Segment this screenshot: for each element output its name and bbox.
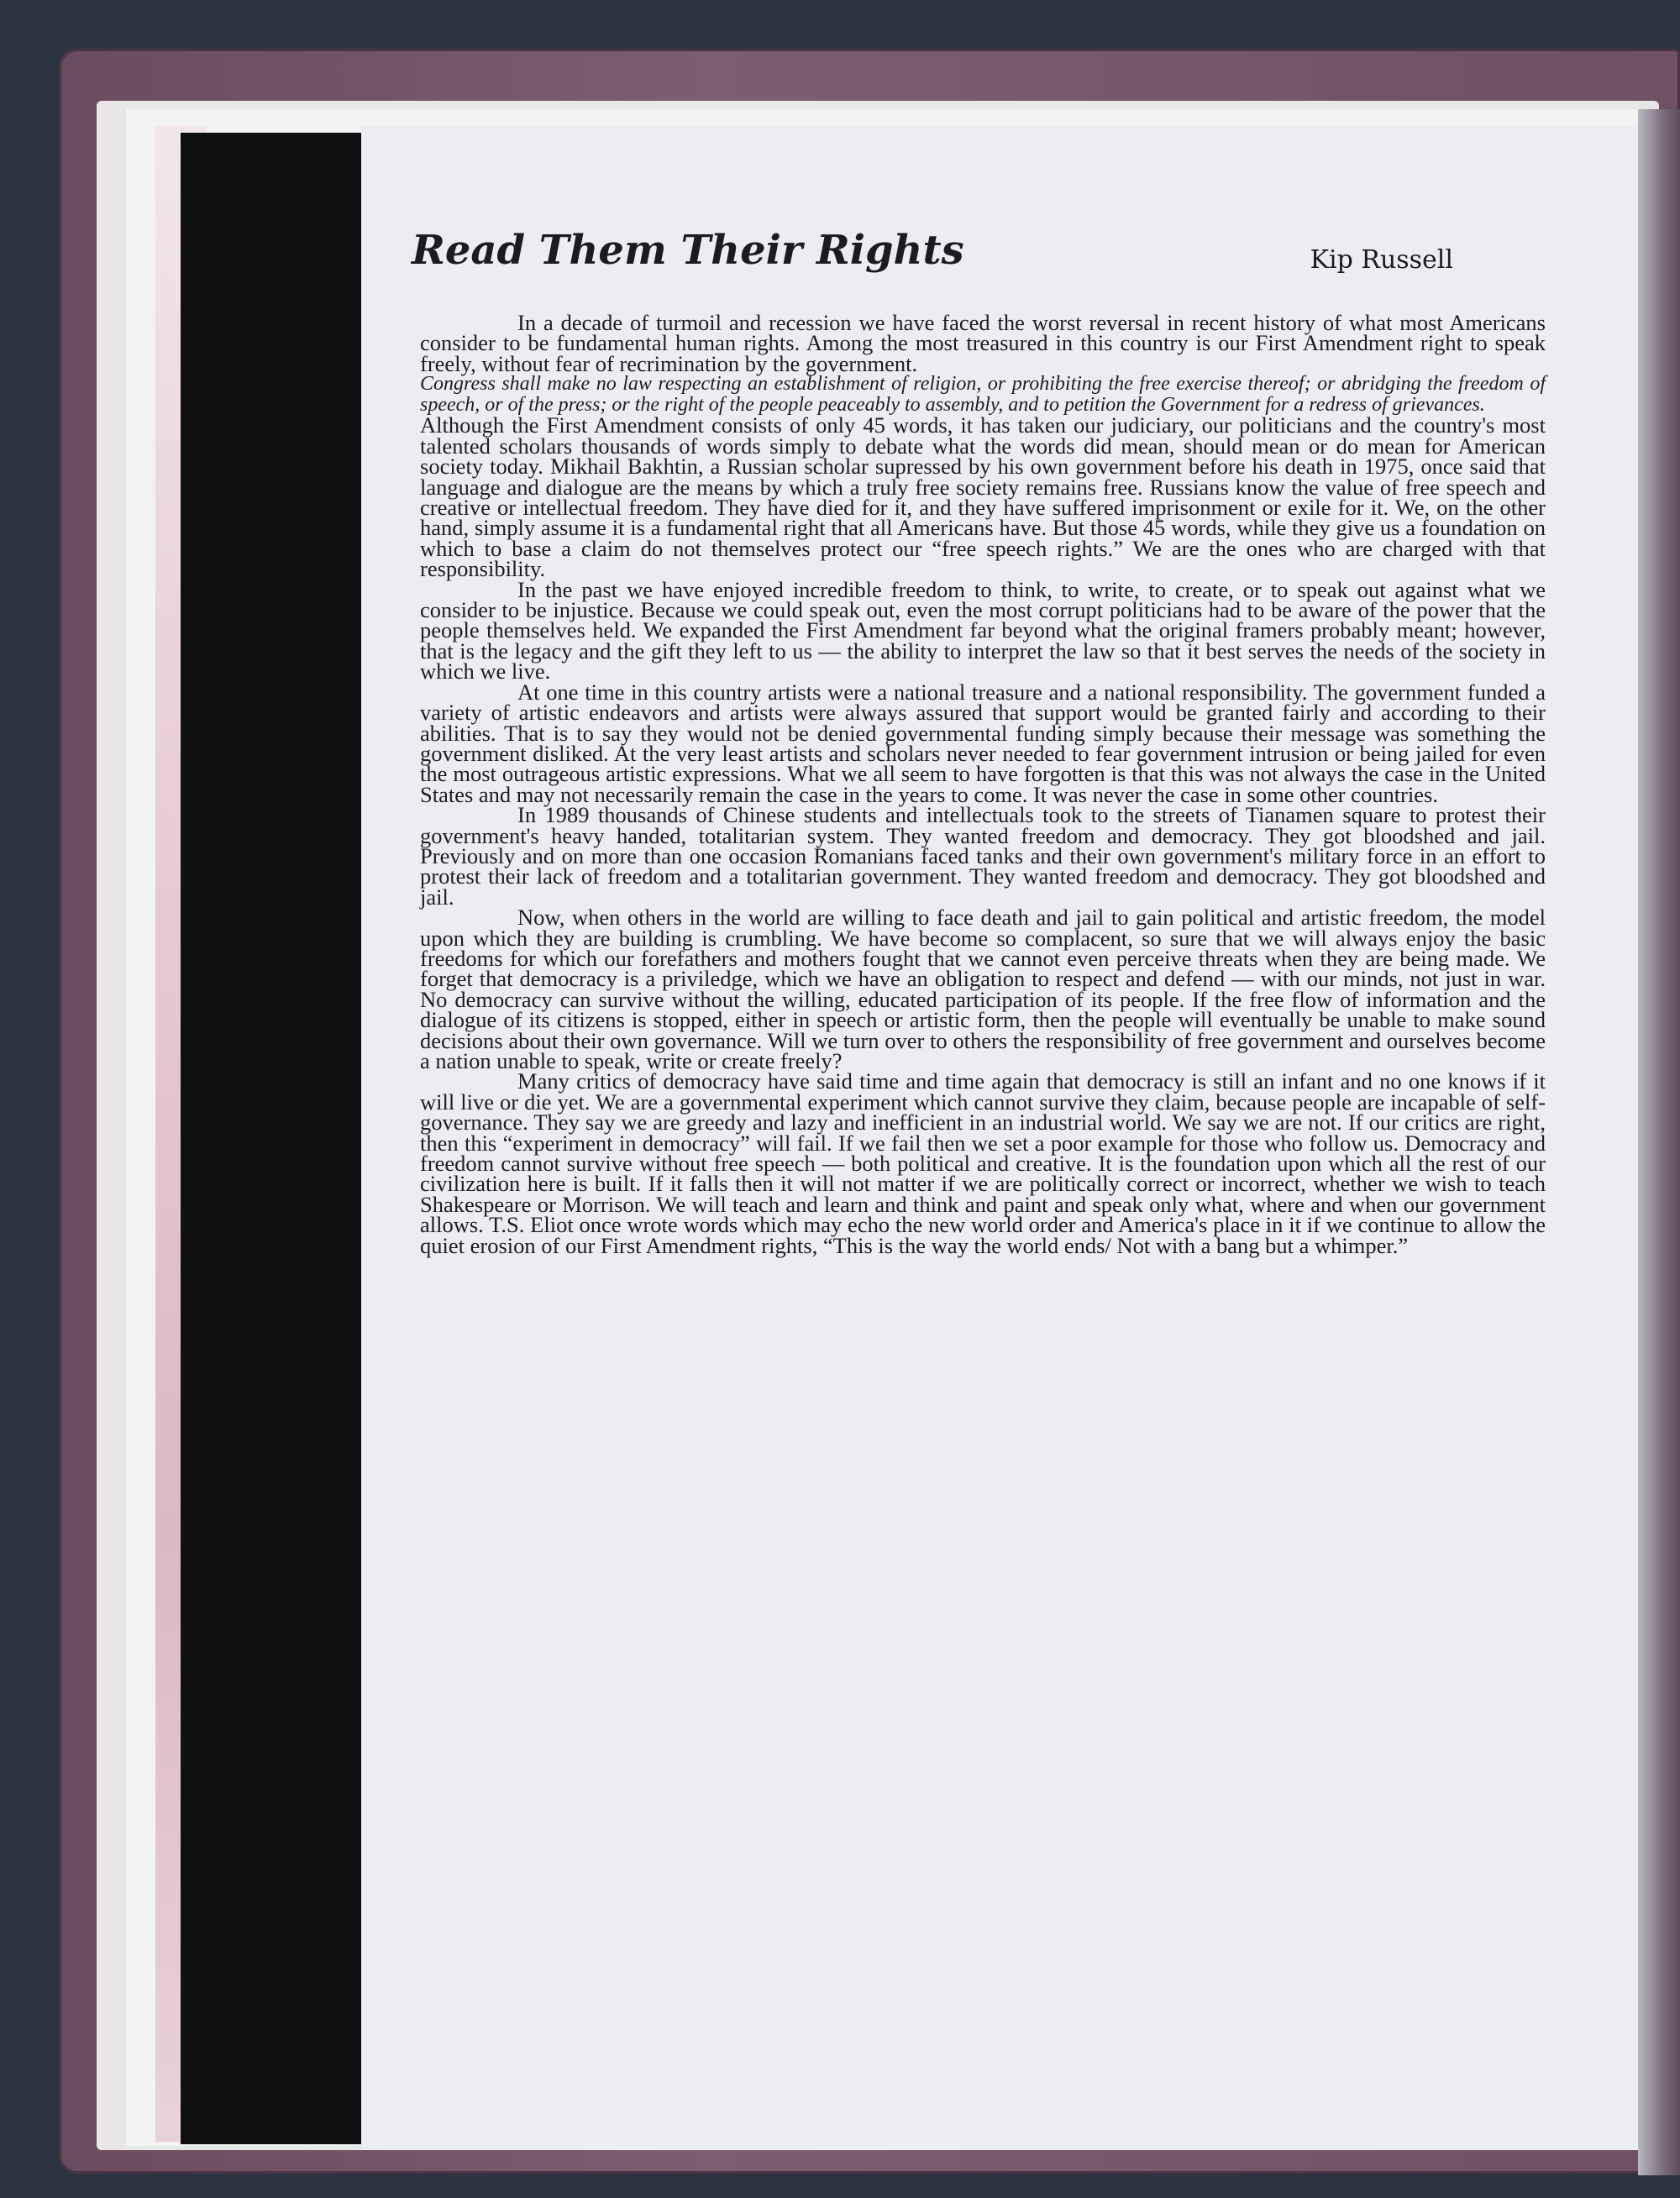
paragraph-artists: At one time in this country artists were a national treasure and a national responsibility. The government funded a variety of artistic endeavors and artists were always assured that support would be granted fairly and according to their abilities. That is to say they would not be denied governmental funding simply because their message was something the government disliked. At the very least artists and scholars never needed to fear government intrusion or being jailed for even the most outrageous artistic expressions. What we all seem to have forgotten is that this was not always the case in the United States and may not necessarily remain the case in the years to come. It was never the case in some other countries. — [420, 679, 1546, 807]
paragraph-intro: In a decade of turmoil and recession we have faced the worst reversal in recent history of what most Americans consider to be fundamental human rights. Among the most treasured in this country is our First Amendment right to speak freely, without fear of recrimination by the government. — [420, 310, 1546, 376]
right-binding-edge — [1638, 109, 1680, 2175]
paragraph-complacency: Now, when others in the world are willing to face death and jail to gain political and artistic freedom, the model upon which they are building is crumbling. We have become so complacent, so sure that we will always enjoy the basic freedoms for which our forefathers and mothers fought that we cannot even perceive threats when they are being made. We forget that democracy is a priviledge, which we have an obligation to respect and defend — with our minds, not just in war. No democracy can survive without the willing, educated participation of its people. If the free flow of information and the dialogue of its citizens is stopped, either in speech or artistic form, then the people will eventually be unable to make sound decisions about their own governance. Will we turn over to others the responsibility of free government and ourselves become a nation unable to speak, write or create freely? — [420, 905, 1546, 1073]
paragraph-first-amendment: Although the First Amendment consists of only 45 words, it has taken our judiciary, our politicians and the country's most talented scholars thousands of words simply to debate what the words did mean, should mean or do mean for American society today. Mikhail Bakhtin, a Russian scholar supressed by his own government before his death in 1975, once said that language and dialogue are the means by which a truly free society remains free. Russians know the value of free speech and creative or intellectual freedom. They have died for it, and they have suffered imprisonment or exile for it. We, on the other hand, simply assume it is a fundamental right that all Americans have. But those 45 words, while they give us a foundation on which to base a claim do not themselves protect our “free speech rights.” We are the ones who are charged with that responsibility. — [420, 412, 1546, 582]
amendment-quote: Congress shall make no law respecting an establishment of religion, or prohibiting the free exercise thereof; or abridging the freedom of speech, or of the press; or the right of the people peaceably to assembly, and to petition the Government for a redress of grievances. — [420, 373, 1546, 416]
article-title: Read Them Their Rights — [412, 227, 964, 274]
article-header — [412, 227, 1554, 294]
paragraph-tianamen: In 1989 thousands of Chinese students and intellectuals took to the streets of Tianamen square to protest their government's heavy handed, totalitarian system. They wanted freedom and democracy. They got bloodshed and jail. Previously and on more than one occasion Romanians faced tanks and their own government's military force in an effort to protest their lack of freedom and a totalitarian government. They wanted freedom and democracy. They got bloodshed and jail. — [420, 802, 1546, 910]
black-margin-bar — [181, 133, 361, 2144]
article-author: Kip Russell — [1310, 245, 1453, 275]
paragraph-freedom-past: In the past we have enjoyed incredible freedom to think, to write, to create, or to speak out against what we consider to be injustice. Because we could speak out, even the most corrupt politicians had to be aware of the power that the people themselves held. We expanded the First Amendment far beyond what the original framers probably meant; however, that is the legacy and the gift they left to us — the ability to interpret the law so that it best serves the needs of the society in which we live. — [420, 576, 1546, 685]
paragraph-critics: Many critics of democracy have said time and time again that democracy is still an infant and no one knows if it will live or die yet. We are a governmental experiment which cannot survive they claim, because people are incapable of self-governance. They say we are greedy and lazy and inefficient in an industrial world. We say we are not. If our critics are right, then this “experiment in democracy” will fail. If we fail then we set a poor example for those who follow us. Democracy and freedom cannot survive without free speech — both political and creative. It is the foundation upon which all the rest of our civilization here is built. If it falls then it will not matter if we are politically correct or incorrect, whether we wish to teach Shakespeare or Morrison. We will teach and learn and think and paint and speak only what, where and when our government allows. T.S. Eliot once wrote words which may echo the new world order and America's place in it if we continue to allow the quiet erosion of our First Amendment rights, “This is the way the world ends/ Not with a bang but a whimper.” — [420, 1068, 1546, 1258]
article-body — [420, 312, 1546, 1256]
